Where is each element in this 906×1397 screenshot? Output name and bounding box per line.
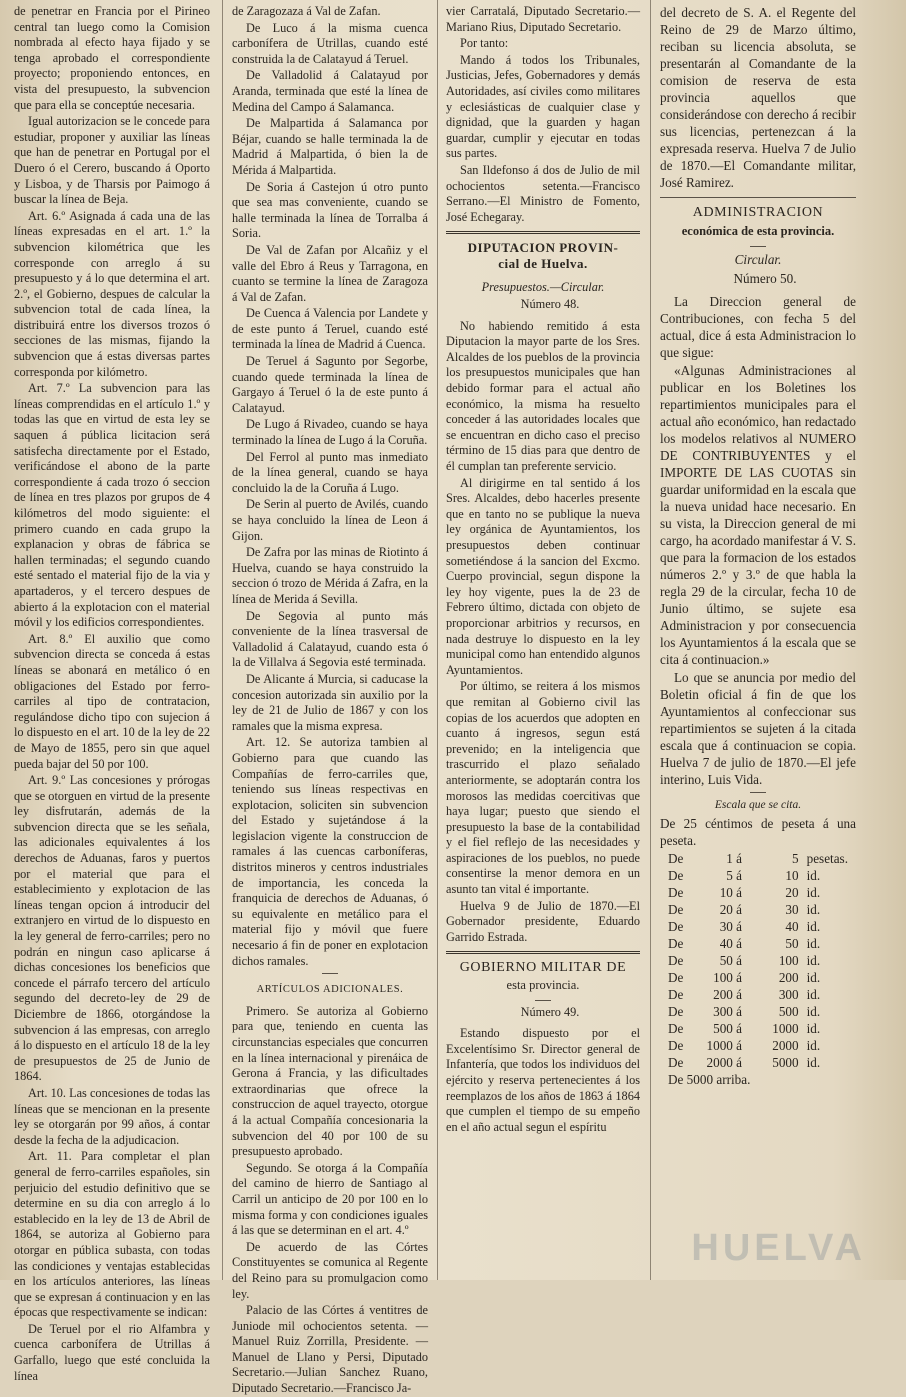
scale-row <box>668 935 848 952</box>
scale-cell: id. <box>806 1004 821 1019</box>
paragraph: De Valladolid á Calatayud por Aranda, terminada que esté la línea de Medina del Campo á Salamanca. <box>232 68 428 114</box>
scale-cell: id. <box>806 987 821 1002</box>
paragraph: No habiendo remitido á esta Diputacion la mayor parte de los Sres. Alcaldes de los pueblos de la provincia los presupuestos municipales que han debido formar para el actual año económico, la misma ha resuelto conceder á las autoridades locales que se encuentran en dicho caso el preciso término de 15 dias para que dentro de él cumplan tan preferente servicio. <box>446 318 640 474</box>
scale-cell: De <box>668 885 684 900</box>
scale-title: Escala que se cita. <box>714 799 802 811</box>
scale-cell: 50 á <box>719 953 743 968</box>
scale-row <box>668 918 848 935</box>
divider <box>750 246 766 247</box>
paragraph: Art. 10. Las concesiones de todas las líneas que se mencionan en la presente ley se otorgarán por 99 años, á contar desde la fecha de la adjudicacion. <box>14 1085 210 1147</box>
notice-number: Número 48. <box>520 297 580 312</box>
scale-cell: 1000 <box>772 1021 799 1036</box>
section-title: ADMINISTRACION <box>692 205 824 220</box>
section-subtitle: esta provincia. <box>506 978 580 993</box>
scale-cell: De <box>668 1038 684 1053</box>
column-1 <box>14 4 210 1383</box>
scale-cell: 40 á <box>719 936 743 951</box>
section-heading: ARTÍCULOS ADICIONALES. <box>256 984 404 996</box>
section-divider <box>660 197 856 198</box>
title-line: DIPUTACION PROVIN- <box>467 240 619 256</box>
paragraph: De Serin al puerto de Avilés, cuando se haya concluido la línea de Leon á Gijon. <box>232 497 428 543</box>
scale-row <box>668 1020 848 1037</box>
scale-cell: De <box>668 936 684 951</box>
scale-row <box>668 969 848 986</box>
scale-cell: 1 á <box>726 851 743 866</box>
scale-cell: id. <box>806 902 821 917</box>
paragraph: Primero. Se autoriza al Gobierno para que, teniendo en cuenta las circunstancias especiales que concurren en la línea internacional y pirenáica de Gerona á Francia, y las dificultades extraordinarias que ofrece la construccion de aquel trayecto, otorgue á la actual Compañía concesionaria la subvencion del 40 por 100 de su presupuesto aprobado. <box>232 1003 428 1159</box>
paragraph: De Teruel á Sagunto por Segorbe, cuando quede terminada la línea de Gargayo á Teruel ó la de este punto á Calatayud. <box>232 354 428 415</box>
scale-cell: 2000 <box>772 1038 799 1053</box>
scale-row <box>668 952 848 969</box>
paragraph: Art. 12. Se autoriza tambien al Gobierno para que cuando las Compañías de ferro-carriles que, teniendo sus líneas respectivas en explotacion, soliciten sin subvencion del Estado y sujetándose á la legislacion vigente la construccion de ramales á las cuencas carboníferas, distritos mineros y centros industriales de importancia, les conceda la franquicia de derechos de Aduanas, ó su equivalente en metálico para el material fijo y móvil que fuere necesario á fin de poner en explotacion dichos ramales. <box>232 735 428 968</box>
paragraph: De Val de Zafan por Alcañiz y el valle del Ebro á Reus y Tarragona, en cuanto se termine la línea de Zaragoza á Val de Zafan. <box>232 242 428 304</box>
scale-cell: De <box>668 953 684 968</box>
column-divider <box>437 0 438 1280</box>
paragraph: De Cuenca á Valencia por Landete y de este punto á Teruel, cuando esté terminada la línea de Madrid á Cuenca. <box>232 306 428 352</box>
watermark: HUELVA <box>691 1227 866 1269</box>
paragraph: De Luco á la misma cuenca carbonífera de Utrillas, cuando esté construida la de Calatayud á Teruel. <box>232 20 428 66</box>
paragraph: De Lugo á Rivadeo, cuando se haya terminado la línea de Lugo á la Coruña. <box>232 417 428 448</box>
scale-cell: 100 á <box>713 970 743 985</box>
scale-row <box>668 1054 848 1071</box>
column-divider <box>650 0 651 1280</box>
scale-cell: 2000 á <box>706 1055 743 1070</box>
scale-cell: De <box>668 919 684 934</box>
scale-cell: id. <box>806 1038 821 1053</box>
paragraph: Por tanto: <box>460 36 509 51</box>
paragraph: De Alicante á Murcia, si caducase la concesion autorizada sin auxilio por la ley de 21 de Julio de 1867 y con los ramales que la misma expresa. <box>232 671 428 733</box>
paragraph: De Soria á Castejon ú otro punto que sea mas conveniente, cuando se halle terminada la línea de Torralba á Soria. <box>232 179 428 241</box>
section-title <box>446 240 640 271</box>
section-divider <box>446 951 640 954</box>
scale-row <box>668 1037 848 1054</box>
scale-cell: id. <box>806 970 821 985</box>
scale-cell: id. <box>806 936 821 951</box>
paragraph: Huelva 9 de Julio de 1870.—El Gobernador presidente, Eduardo Garrido Estrada. <box>446 898 640 944</box>
scale-cell: 200 á <box>713 987 743 1002</box>
scale-cell: 30 <box>785 902 799 917</box>
section-subtitle: Presupuestos.—Circular. <box>481 279 605 294</box>
paragraph: De Malpartida á Salamanca por Béjar, cuando se halle terminada la de Madrid á Malpartida, ó bien la de Mérida á Malpartida. <box>232 116 428 177</box>
paragraph: De Teruel por el rio Alfambra y cuenca carbonífera de Utrillas á Garfallo, luego que esté concluida la línea <box>14 1321 210 1383</box>
scale-cell: 5000 <box>772 1055 799 1070</box>
column-4 <box>660 4 856 1280</box>
scale-cell: De <box>668 1004 684 1019</box>
scale-cell: De <box>668 1055 684 1070</box>
scale-cell: 50 <box>785 936 799 951</box>
paragraph: vier Carratalá, Diputado Secretario.—Mariano Rius, Diputado Secretario. <box>446 4 640 34</box>
scale-row <box>668 850 848 867</box>
scale-cell: 200 <box>778 970 799 985</box>
scale-cell: 20 <box>785 885 799 900</box>
paragraph: Segundo. Se otorga á la Compañía del camino de hierro de Santiago al Carril un anticipo de 20 por 100 en lo misma forma y con condiciones iguales á las que se determinan en el art. 4.º <box>232 1160 428 1238</box>
scale-cell: 100 <box>778 953 799 968</box>
scale-cell: De <box>668 902 684 917</box>
section-divider <box>446 231 640 234</box>
column-3 <box>446 4 640 1280</box>
scale-intro: De 25 céntimos de peseta á una peseta. <box>660 816 856 848</box>
section-title: GOBIERNO MILITAR DE <box>459 960 627 976</box>
scale-cell: id. <box>806 953 821 968</box>
scale-row <box>668 901 848 918</box>
column-divider <box>222 0 223 1280</box>
paragraph: La Direccion general de Contribuciones, con fecha 5 del actual, dice á esta Administracion lo que sigue: <box>660 294 856 360</box>
scale-cell: id. <box>806 885 821 900</box>
divider <box>750 792 766 793</box>
paragraph: Art. 6.º Asignada á cada una de las líneas expresadas en el art. 1.º la subvencion kilométrica que les corresponde con arreglo á su presupuesto y á lo que determina el art. 2.º, el Gobierno, despues de calcular la subvencion total de cada línea, la distribuirá entre los diversos trozos ó secciones de las mismas, fijando la subvencion que á estas diversas partes corresponda por kilómetro. <box>14 208 210 379</box>
paragraph: Del Ferrol al punto mas inmediato de la línea general, cuando se haya concluido la de la Coruña á Lugo. <box>232 449 428 495</box>
scale-cell: De <box>668 868 684 883</box>
scale-cell: De <box>668 987 684 1002</box>
scale-row <box>668 986 848 1003</box>
scale-cell: pesetas. <box>806 851 848 866</box>
paragraph: Estando dispuesto por el Excelentísimo Sr. Director general de Infantería, que todos los individuos del ejército y reserva pertenecientes á los reemplazos de los años de 1863 á 1864 que cumplen el tiempo de su empeño en el año actual segun el espíritu <box>446 1026 640 1134</box>
scale-cell: 10 <box>785 868 799 883</box>
scale-cell: 1000 á <box>706 1038 743 1053</box>
scale-cell: 10 á <box>719 885 743 900</box>
divider <box>322 973 338 974</box>
scale-cell: 300 <box>778 987 799 1002</box>
paragraph: Igual autorizacion se le concede para estudiar, proponer y auxiliar las líneas que han de penetrar en Portugal por el Duero ó el Cerero, buscando á Oporto y Lisboa, y de Tharsis por Paimogo á buscar la línea de Beja. <box>14 114 210 207</box>
scale-cell: id. <box>806 919 821 934</box>
paragraph: Palacio de las Córtes á ventitres de Juniode mil ochocientos setenta. —Manuel Ruiz Zorrilla, Presidente. —Manuel de Llano y Persi, Diputado Secretario.—Julian Sanchez Ruano, Diputado Secretario.—Francisco Ja- <box>232 1303 428 1396</box>
paragraph: Art. 9.º Las concesiones y prórogas que se otorguen en virtud de la presente ley disfrutarán, además de la subvencion directa que se les señala, las adicionales equivalentes á los derechos de Aduanas, faros y puertos por el material que para el establecimiento y explotacion de las líneas tengan opcion á introducir del extranjero en virtud de lo dispuesto en la ley general de ferro-carriles; pero no podrán en ningun caso aplicarse á dichas concesiones los beneficios que concede el párrafo tercero del artículo segundo del decreto-ley de 29 de Diciembre de 1866, otorgándose la subvencion á las empresas, con arreglo á lo dispuesto en el artículo 18 de la ley de presupuestos de 25 de Junio de 1864. <box>14 773 210 1084</box>
scale-last-row: De 5000 arriba. <box>668 1072 751 1087</box>
scale-cell: id. <box>806 1021 821 1036</box>
notice-number: Número 50. <box>733 271 797 286</box>
scale-cell: id. <box>806 868 821 883</box>
scale-cell: 40 <box>785 919 799 934</box>
paragraph: De Segovia al punto más conveniente de la línea trasversal de Valladolid á Calatayud, cuando esta ó la de Villalva á Segovia esté terminada. <box>232 608 428 670</box>
paragraph: «Algunas Administraciones al publicar en los Boletines los repartimientos municipales para el actual año económico, han redactado los modelos relativos al NUMERO DE CONTRIBUYENTES y el IMPORTE DE LAS CUOTAS sin guardar uniformidad en la escala que la nueva unidad hace necesario. En su vista, la Direccion general de mi cargo, ha acordado manifestar á V. S. que para la formacion de los estados números 2.º y 3.º de que habla la regla 29 de la circular, fecha 10 de Junio último, se sujete esa Administracion y por consecuencia los Ayuntamientos á la escala que se cita á continuacion.» <box>660 363 856 667</box>
scale-cell: 500 á <box>713 1021 743 1036</box>
scale-row <box>668 1003 848 1020</box>
scale-cell: 5 <box>792 851 799 866</box>
scale-cell: 30 á <box>719 919 743 934</box>
scale-cell: 300 á <box>713 1004 743 1019</box>
scale-cell: De <box>668 1021 684 1036</box>
notice-kind: Circular. <box>734 252 782 267</box>
scale-cell: 500 <box>778 1004 799 1019</box>
scale-table <box>668 850 848 1071</box>
scale-cell: De <box>668 851 684 866</box>
divider <box>535 1000 551 1001</box>
paragraph: de penetrar en Francia por el Pirineo central tan luego como la Comision nombrada al efecto haya fijado y se tenga aprobado el correspondiente proyecto; proponiendo entonces, en vista del presupuesto, la subvencion que para ella se conceptúe necesaria. <box>14 4 210 112</box>
paragraph: Art. 8.º El auxilio que como subvencion directa se conceda á estas líneas se abonará en metálico ó en obligaciones del Estado por ferro-carriles al tipo de contratacion, regulándose dicho tipo con sujecion á lo dispuesto en el art. 10 de la ley de 22 de Mayo de 1855, pero sin que aquel pueda bajar del 50 por 100. <box>14 631 210 771</box>
scale-cell: 20 á <box>719 902 743 917</box>
paragraph: Art. 7.º La subvencion para las líneas comprendidas en el artículo 1.º y todas las que en virtud de esta ley se saquen á pública licitacion será satisfecha directamente por el Estado, verificándose el abono de la parte correspondiente á cada trozo ó seccion de línea en tres plazos por grupos de 4 kilómetros del modo siguiente: el primero cuando en cada grupo la explanacion y obras de fábrica se hallen terminadas; el segundo cuando esté sentado el material fijo de la via y apartaderos, y el tercero despues de abierto á la explotacion con el material móvil y los edificios correspondientes. <box>14 381 210 630</box>
notice-number: Número 49. <box>520 1004 580 1019</box>
paragraph: San Ildefonso á dos de Julio de mil ochocientos setenta.—Francisco Serrano.—El Ministro de Fomento, José Echegaray. <box>446 162 640 224</box>
paragraph: De acuerdo de las Córtes Constituyentes se comunica al Regente del Reino para su promulgacion como ley. <box>232 1239 428 1301</box>
paragraph: de Zaragozaza á Val de Zafan. <box>232 4 381 18</box>
scale-row <box>668 867 848 884</box>
scale-cell: De <box>668 970 684 985</box>
paragraph: Al dirigirme en tal sentido á los Sres. Alcaldes, debo hacerles presente que en tanto no se publique la nueva ley orgánica de Ayuntamientos, los presupuestos deben continuar sometiéndose á la sancion del Excmo. Cuerpo provincial, segun dispone la ley hoy vigente, pues la de 23 de Febrero último, dictada con objeto de proporcionar arbitrios y recursos, en nada destruye lo dispuesto en la ley municipal como han entendido algunos Ayuntamientos. <box>446 475 640 677</box>
column-2 <box>232 4 428 1396</box>
section-subtitle: económica de esta provincia. <box>681 224 835 238</box>
scale-cell: 5 á <box>726 868 743 883</box>
paragraph: De Zafra por las minas de Riotinto á Huelva, cuando se haya construido la seccion ó trozo de Mérida á Zafra, en la línea de Merida á Sevilla. <box>232 545 428 606</box>
paragraph: del decreto de S. A. el Regente del Reino de 29 de Marzo último, reciban su licencia absoluta, se presentarán al Comandante de la comision de reserva de esta provincia aquellos que considerándose con derecho á recibir sus licencias, pertenezcan á la expresada reserva. Huelva 7 de Julio de 1870.—El Comandante militar, José Ramirez. <box>660 5 856 190</box>
paragraph: Por último, se reitera á los mismos que remitan al Gobierno civil las copias de los acuerdos que adopten en cuanto á ingresos, segun está prevenido; en la inteligencia que trascurrido el plazo señalado anteriormente, se adoptarán contra los morosos las medidas coercitivas que haya lugar; puesto que siendo el presupuesto la base de la contabilidad y el fiel reflejo de las necesidades y aspiraciones de los pueblos, no puede consentirse la menor demora en un asunto tan vital é importante. <box>446 679 640 897</box>
paragraph: Mando á todos los Tribunales, Justicias, Jefes, Gobernadores y demás Autoridades, así civiles como militares y eclesiásticas de cualquier clase y dignidad, que la guarden y hagan guardar, cumplir y ejecutar en todas sus partes. <box>446 52 640 161</box>
scale-row <box>668 884 848 901</box>
paragraph: Art. 11. Para completar el plan general de ferro-carriles españoles, sin perjuicio del estudio definitivo que se determine en su dia con arreglo á lo establecido en la ley de 13 de Abril de 1864, se autoriza al Gobierno para otorgar en pública subasta, con todas las condiciones y ventajas establecidas en los artículos anteriores, las líneas que se expresan á continuacion y en las épocas que respectivamente se indican: <box>14 1149 210 1320</box>
paragraph: Lo que se anuncia por medio del Boletin oficial á fin de que los Ayuntamientos al confeccionar sus repartimientos se sujeten á la citada escala que á continuacion se copia. Huelva 7 de julio de 1870.—El jefe interino, Luis Vida. <box>660 670 856 787</box>
title-line: cial de Huelva. <box>498 255 588 271</box>
scale-cell: id. <box>806 1055 821 1070</box>
